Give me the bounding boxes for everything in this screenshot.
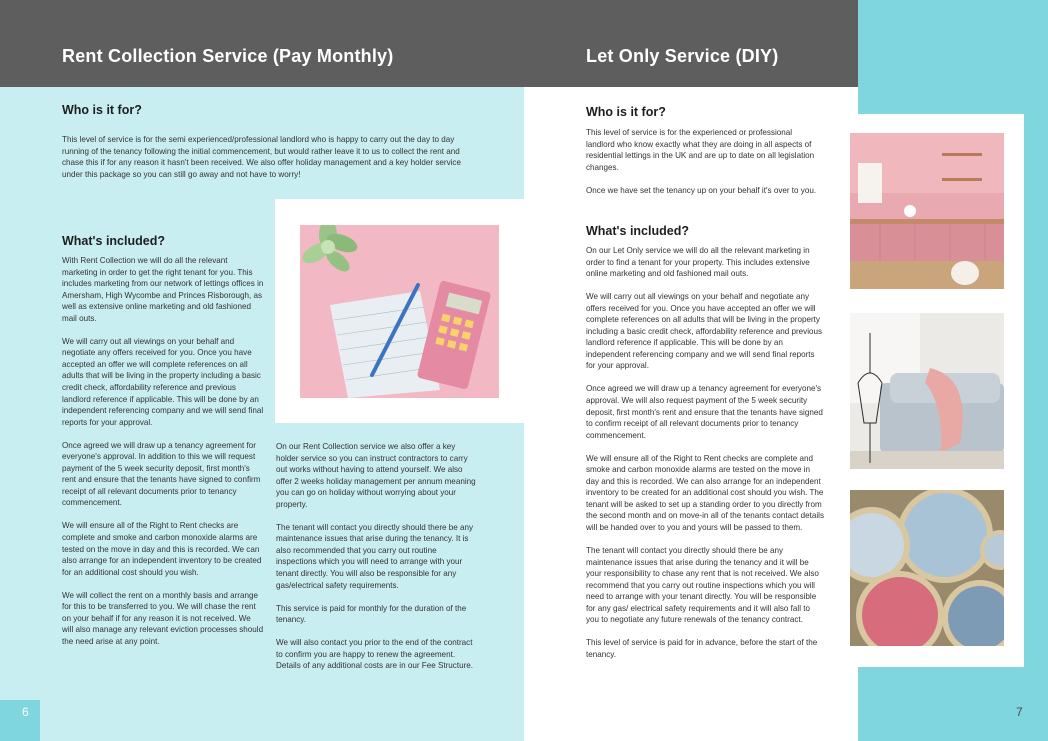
right-page-number: 7 [1016, 705, 1023, 719]
left-col1-paragraph: We will carry out all viewings on your behalf and negotiate any offers received for you. Once you have accepted an offer we will complete references on all adults that will be living in the property including a basic credit check, affordability reference and previous landlord reference if applicable. This will be done by an independent referencing company and we will send final reports for your approval. [62, 336, 264, 427]
right-included-paragraph: We will ensure all of the Right to Rent checks are complete and smoke and carbon monoxide alarms are tested on the move in day and this is recorded. We can also arrange for an independent inventory to be created for an additional cost should you wish. The tenant will be asked to set up a standing order to you directly from the second month and on move-in all of the tenants contact details will be handed over to you and yours will be passed to them. [586, 453, 825, 532]
left-page-title: Rent Collection Service (Pay Monthly) [62, 46, 394, 66]
left-page-number: 6 [22, 705, 29, 719]
left-col1-paragraph: We will collect the rent on a monthly basis and arrange for this to be transferred to you. We will chase the rent on your behalf if for any reason it is not received. We will also manage any relevant eviction processes should the need arise at any point. [62, 590, 264, 646]
header-bar [0, 0, 858, 87]
left-column-1 [62, 255, 264, 659]
right-who-text [586, 127, 818, 208]
left-col2-paragraph: The tenant will contact you directly should there be any maintenance issues that arise during the tenancy. It is also recommended that you carry out routine inspections which you will need to arrange with your tenant directly. You will also be responsible for any gas/electrical safety requirements. [276, 522, 474, 590]
left-who-text: This level of service is for the semi experienced/professional landlord who is happy to carry out the day to day running of the tenancy following the initial commencement, but would rather leave it to us to collect the rent and chase this if for any reason it hasn't been received. We also offer holiday management and a key holder service under this package so you can still go away and not have to worry! [62, 135, 461, 179]
left-col2-paragraph: On our Rent Collection service we also offer a key holder service so you can instruct contractors to carry out works without having to attend yourself. We also offer 2 weeks holiday management per annum meaning you can go on holiday without worrying about your property. [276, 442, 476, 509]
right-included-paragraph: Once agreed we will draw up a tenancy agreement for everyone's approval. We will also request payment of the 5 week security deposit, first month's rent and ensure that the tenants have signed to confirm receipt of all relevant documents prior to tenancy commencement. [586, 384, 823, 440]
right-included-paragraph: The tenant will contact you directly should there be any maintenance issues that arise during the tenancy and it will be your responsibility to chase any rent that is not received. We also recommend that you carry out routine inspections which you will need to arrange with your tenant directly. You will be responsible for any gas/ electrical safety requirements and it will also fall to you to negotiate any future renewals of the tenancy contract. [586, 546, 819, 625]
left-col1-paragraph: With Rent Collection we will do all the relevant marketing in order to get the right tenant for you. This includes marketing from our network of lettings offices in Amersham, High Wycombe and Princes Risborough, as well as extensive online marketing and old fashioned mail outs. [62, 256, 264, 323]
calculator-and-succulent-photo [300, 225, 499, 398]
right-who-paragraph: Once we have set the tenancy up on your behalf it's over to you. [586, 185, 817, 195]
left-page-number-tab [0, 700, 40, 741]
left-column-2 [276, 441, 478, 683]
left-col2-paragraph: We will also contact you prior to the end of the contract to confirm you are happy to renew the agreement. Details of any additional costs are in our Fee Structure. [276, 638, 474, 671]
left-who-heading: Who is it for? [62, 103, 142, 117]
left-col1-paragraph: Once agreed we will draw up a tenancy agreement for everyone's approval. In addition to this we will request payment of the 5 week security deposit, first month's rent and ensure that the tenants have signed to confirm receipt of all relevant documents prior to tenancy commencement. [62, 440, 261, 508]
paint-tins-photo [850, 490, 1004, 646]
right-page-title: Let Only Service (DIY) [586, 46, 779, 66]
pink-kitchen-photo [850, 133, 1004, 289]
right-included-paragraph: On our Let Only service we will do all the relevant marketing in order to find a tenant for your property. This includes extensive online marketing and old fashioned mail outs. [586, 246, 810, 279]
right-who-paragraph: This level of service is for the experienced or professional landlord who know exactly what they are doing in all aspects of residential lettings in the UK and are up to date on all legislation changes. [586, 128, 815, 172]
right-who-heading: Who is it for? [586, 105, 666, 119]
left-included-heading: What's included? [62, 234, 165, 248]
right-included-text [586, 245, 824, 672]
left-col1-paragraph: We will ensure all of the Right to Rent checks are complete and smoke and carbon monoxide alarms are tested on the move in day and this is recorded. We can also arrange for an independent inventory to be created for an additional cost should you wish. [62, 521, 262, 577]
right-included-paragraph: This level of service is paid for in advance, before the start of the tenancy. [586, 638, 818, 659]
right-included-heading: What's included? [586, 224, 689, 238]
right-included-paragraph: We will carry out all viewings on your behalf and negotiate any offers received for you. Once you have accepted an offer we will complete references on all adults that will be living in the property including a basic credit check, affordability reference and previous landlord reference if applicable. This will be done by an independent referencing company and we will send final reports for your approval. [586, 292, 823, 371]
left-col2-paragraph: This service is paid for monthly for the duration of the tenancy. [276, 603, 467, 625]
living-room-blanket-photo [850, 313, 1004, 469]
